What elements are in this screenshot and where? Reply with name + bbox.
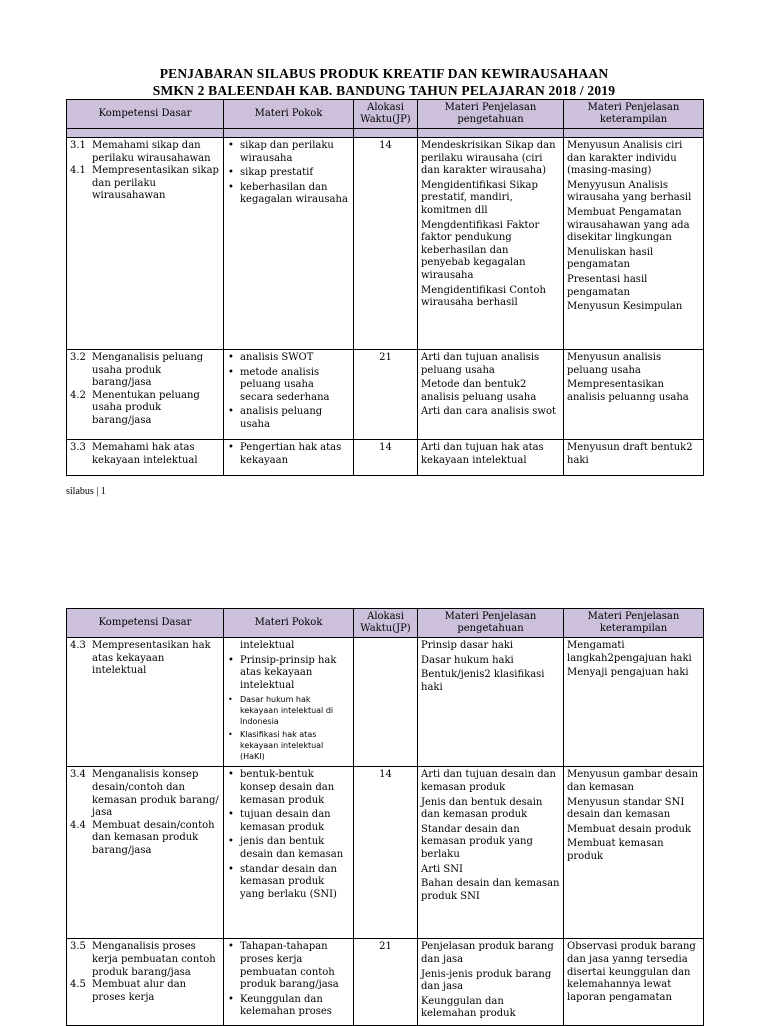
table-row	[67, 350, 704, 440]
materi-item: • sikap prestatif	[240, 167, 350, 180]
header-kompetensi-dasar: Kompetensi Dasar	[67, 100, 224, 129]
competency-item	[70, 165, 220, 203]
pengetahuan-item: Metode dan bentuk2 analisis peluang usaha	[421, 379, 537, 403]
page-footer: silabus | 1	[66, 486, 106, 497]
cell-materi-pengetahuan	[418, 767, 564, 939]
competency-number: 3.4	[70, 769, 86, 781]
table-row	[67, 939, 704, 1026]
table-row	[67, 138, 704, 350]
pengetahuan-item: Mengidentifikasi Contoh wirausaha berhasil	[421, 284, 546, 309]
pengetahuan-item: Jenis dan bentuk desain dan kemasan produk	[421, 796, 543, 821]
competency-item	[70, 390, 220, 428]
cell-kompetensi-dasar	[67, 767, 224, 939]
cell-materi-pengetahuan	[418, 350, 564, 440]
cell-materi-keterampilan	[564, 440, 704, 476]
cell-materi-pokok	[224, 138, 354, 350]
pengetahuan-item: Arti dan tujuan hak atas kekayaan intelektual	[421, 442, 544, 466]
materi-list	[227, 640, 350, 762]
keterampilan-item: Menyyusun Analisis wirausaha yang berhasil	[567, 179, 692, 204]
materi-list	[227, 140, 350, 207]
cell-materi-keterampilan	[564, 638, 704, 767]
competency-number: 4.1	[70, 165, 86, 177]
header-materi-pokok: Materi Pokok	[224, 100, 354, 129]
cell-alokasi-waktu: 14	[354, 440, 418, 476]
keterampilan-item: Membuat Pengamatan wirausahawan yang ada disekitar lingkungan	[567, 206, 690, 244]
competency-number: 4.4	[70, 819, 86, 831]
cell-alokasi-waktu	[354, 638, 418, 767]
pengetahuan-item: Arti dan cara analisis swot	[421, 406, 556, 418]
keterampilan-item: Mengamati langkah2pengajuan haki	[567, 640, 692, 664]
pengetahuan-item: Arti dan tujuan analisis peluang usaha	[421, 352, 540, 376]
header-alokasi-waktu: Alokasi Waktu(JP)	[354, 609, 418, 638]
competency-text: Menganalisis proses kerja pembuatan contoh produk barang/jasa	[92, 941, 216, 978]
keterampilan-item: Menyusun draft bentuk2 haki	[567, 442, 693, 466]
header-spacer-cell	[418, 129, 564, 138]
competency-number: 3.2	[70, 352, 86, 363]
cell-materi-pokok	[224, 939, 354, 1026]
cell-kompetensi-dasar	[67, 138, 224, 350]
document-subtitle: SMKN 2 BALEENDAH KAB. BANDUNG TAHUN PELAJARAN 2018 / 2019	[152, 83, 616, 98]
competency-item	[70, 140, 220, 165]
materi-item: • jenis dan bentuk desain dan kemasan	[240, 836, 350, 861]
materi-list	[227, 941, 350, 1019]
competency-number: 4.2	[70, 389, 86, 401]
header-spacer-cell	[564, 129, 704, 138]
pengetahuan-item: Dasar hukum haki	[421, 654, 514, 666]
competency-item	[70, 352, 220, 390]
table-row	[67, 440, 704, 476]
competency-number: 4.5	[70, 979, 86, 991]
header-materi-keterampilan: Materi Penjelasan keterampilan	[564, 609, 704, 638]
competency-number: 3.5	[70, 941, 86, 953]
keterampilan-item: Menyusun analisis peluang usaha	[567, 352, 662, 376]
cell-materi-keterampilan	[564, 939, 704, 1026]
competency-list	[70, 140, 220, 203]
cell-kompetensi-dasar	[67, 939, 224, 1026]
pengetahuan-item: Jenis-jenis produk barang dan jasa	[421, 968, 552, 993]
header-materi-keterampilan: Materi Penjelasan keterampilan	[564, 100, 704, 129]
materi-item: • Dasar hukum hak kekayaan intelektual di Indonesia	[240, 694, 350, 727]
cell-alokasi-waktu: 14	[354, 767, 418, 939]
competency-item	[70, 941, 220, 979]
cell-alokasi-waktu: 21	[354, 939, 418, 1026]
materi-item: • Keunggulan dan kelemahan proses	[240, 994, 350, 1019]
cell-materi-pengetahuan	[418, 138, 564, 350]
materi-list	[227, 352, 350, 432]
keterampilan-item: Menuliskan hasil pengamatan	[567, 246, 654, 271]
competency-item	[70, 820, 220, 858]
materi-list	[227, 442, 350, 467]
cell-materi-pengetahuan	[418, 638, 564, 767]
header-spacer-cell	[67, 129, 224, 138]
pengetahuan-item: Bentuk/jenis2 klasifikasi haki	[421, 669, 545, 693]
pengetahuan-item: Mendeskrisikan Sikap dan perilaku wirausaha (ciri dan karakter wirausaha)	[421, 140, 556, 177]
pengetahuan-item: Prinsip dasar haki	[421, 640, 514, 651]
document-title: PENJABARAN SILABUS PRODUK KREATIF DAN KEWIRAUSAHAAN	[159, 66, 609, 81]
keterampilan-item: Presentasi hasil pengamatan	[567, 273, 648, 298]
cell-materi-pengetahuan	[418, 939, 564, 1026]
competency-text: Mempresentasikan hak atas kekayaan intelektual	[92, 640, 211, 677]
competency-text: Menentukan peluang usaha produk barang/jasa	[92, 389, 200, 426]
competency-list	[70, 442, 220, 467]
header-materi-pokok: Materi Pokok	[224, 609, 354, 638]
cell-materi-keterampilan	[564, 350, 704, 440]
cell-materi-keterampilan	[564, 138, 704, 350]
competency-text: Mempresentasikan sikap dan perilaku wirausahawan	[92, 165, 219, 202]
cell-materi-keterampilan	[564, 767, 704, 939]
pengetahuan-item: Mengidentifikasi Sikap prestatif, mandiri, komitmen dll	[421, 179, 538, 216]
materi-item: • metode analisis peluang usaha secara sederhana	[240, 367, 350, 405]
materi-item: • Tahapan-tahapan proses kerja pembuatan contoh produk barang/jasa	[240, 941, 350, 991]
materi-list	[227, 769, 350, 901]
keterampilan-item: Observasi produk barang dan jasa yanng tersedia disertai keunggulan dan kelemahannya lewat laporan pengamatan	[567, 941, 696, 1003]
materi-item: • standar desain dan kemasan produk yang berlaku (SNI)	[240, 864, 350, 902]
header-spacer-cell	[354, 129, 418, 138]
competency-list	[70, 941, 220, 1004]
competency-text: Membuat desain/contoh dan kemasan produk barang/jasa	[92, 819, 215, 856]
cell-materi-pengetahuan	[418, 440, 564, 476]
competency-item	[70, 979, 220, 1004]
materi-item: • analisis peluang usaha	[240, 406, 350, 431]
competency-text: Menganalisis konsep desain/contoh dan kemasan produk barang/ jasa	[92, 769, 219, 819]
materi-item: • sikap dan perilaku wirausaha	[240, 140, 350, 165]
header-alokasi-waktu: Alokasi Waktu(JP)	[354, 100, 418, 129]
cell-materi-pokok	[224, 440, 354, 476]
competency-text: Menganalisis peluang usaha produk barang/jasa	[92, 352, 204, 389]
keterampilan-item: Menyaji pengajuan haki	[567, 667, 689, 679]
keterampilan-item: Menyusun gambar desain dan kemasan	[567, 769, 699, 793]
materi-item: • keberhasilan dan kegagalan wirausaha	[240, 182, 350, 207]
header-spacer-cell	[224, 129, 354, 138]
competency-list	[70, 640, 220, 678]
competency-item	[70, 769, 220, 819]
cell-materi-pokok	[224, 350, 354, 440]
cell-materi-pokok	[224, 638, 354, 767]
competency-number: 4.3	[70, 640, 86, 651]
materi-item: • analisis SWOT	[240, 352, 350, 365]
keterampilan-item: Membuat desain produk	[567, 823, 691, 835]
keterampilan-item: Menyusun Kesimpulan	[567, 301, 683, 313]
competency-list	[70, 769, 220, 857]
competency-text: Memahami sikap dan perilaku wirausahawan	[92, 140, 211, 164]
table-row	[67, 767, 704, 939]
competency-text: Memahami hak atas kekayaan intelektual	[92, 442, 198, 466]
pengetahuan-item: Arti SNI	[421, 863, 463, 875]
competency-item	[70, 640, 220, 678]
cell-kompetensi-dasar	[67, 440, 224, 476]
materi-item: • tujuan desain dan kemasan produk	[240, 809, 350, 834]
materi-item-continued: intelektual	[240, 640, 295, 651]
pengetahuan-item: Standar desain dan kemasan produk yang berlaku	[421, 823, 533, 860]
competency-list	[70, 352, 220, 428]
cell-alokasi-waktu: 21	[354, 350, 418, 440]
competency-number: 3.3	[70, 442, 86, 453]
keterampilan-item: Menyusun standar SNI desain dan kemasan	[567, 796, 685, 821]
pengetahuan-item: Arti dan tujuan desain dan kemasan produk	[421, 769, 556, 793]
table-row	[67, 638, 704, 767]
pengetahuan-item: Penjelasan produk barang dan jasa	[421, 941, 554, 965]
keterampilan-item: Membuat kemasan produk	[567, 838, 664, 862]
cell-kompetensi-dasar	[67, 638, 224, 767]
header-kompetensi-dasar: Kompetensi Dasar	[67, 609, 224, 638]
materi-item: • Prinsip-prinsip hak atas kekayaan intelektual	[240, 655, 350, 693]
cell-alokasi-waktu: 14	[354, 138, 418, 350]
competency-text: Membuat alur dan proses kerja	[92, 979, 187, 1003]
keterampilan-item: Menyusun Analisis ciri dan karakter individu (masing-masing)	[567, 140, 683, 177]
keterampilan-item: Mempresentasikan analisis peluanng usaha	[567, 379, 689, 403]
cell-materi-pokok	[224, 767, 354, 939]
header-materi-pengetahuan: Materi Penjelasan pengetahuan	[418, 609, 564, 638]
pengetahuan-item: Bahan desain dan kemasan produk SNI	[421, 878, 560, 902]
pengetahuan-item: Keunggulan dan kelemahan produk	[421, 995, 516, 1020]
materi-item: • bentuk-bentuk konsep desain dan kemasan produk	[240, 769, 350, 807]
header-materi-pengetahuan: Materi Penjelasan pengetahuan	[418, 100, 564, 129]
materi-item: • Pengertian hak atas kekayaan	[240, 442, 350, 467]
syllabus-table-page-1	[66, 99, 704, 476]
cell-kompetensi-dasar	[67, 350, 224, 440]
materi-item: • Klasifikasi hak atas kekayaan intelektual (HaKI)	[240, 729, 350, 762]
competency-item	[70, 442, 220, 467]
competency-number: 3.1	[70, 140, 86, 151]
pengetahuan-item: Mengdentifikasi Faktor faktor pendukung keberhasilan dan penyebab kegagalan wirausaha	[421, 219, 540, 281]
syllabus-table-page-2	[66, 608, 704, 1026]
